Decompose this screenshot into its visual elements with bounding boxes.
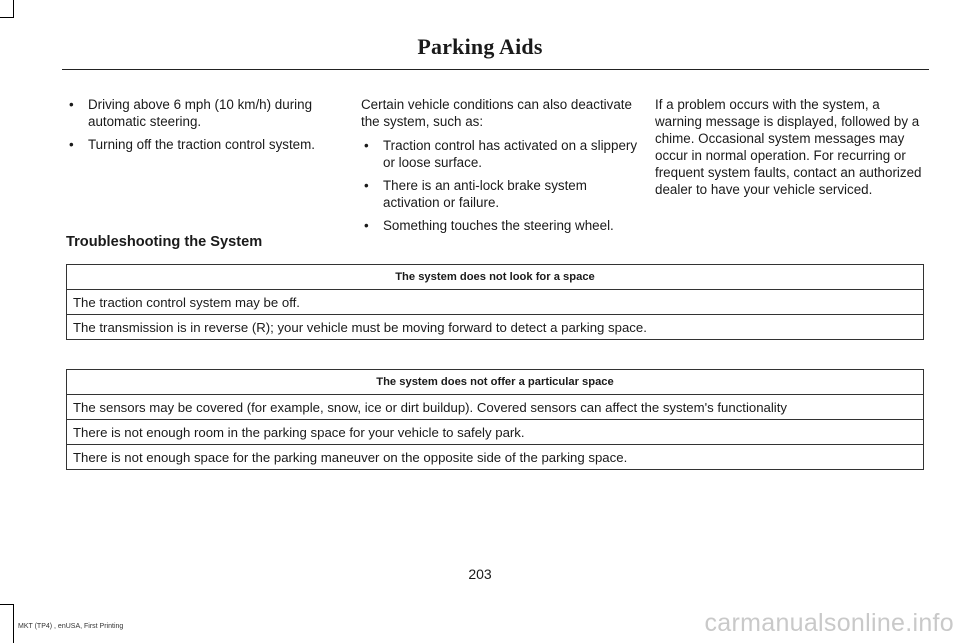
list-item: • Something touches the steering wheel. <box>361 217 639 234</box>
crop-mark-bottom-left-h <box>0 604 14 605</box>
table-header: The system does not offer a particular space <box>67 370 924 395</box>
header-rule <box>62 69 929 70</box>
table-cell: The traction control system may be off. <box>67 290 924 315</box>
list-item: • Driving above 6 mph (10 km/h) during automatic steering. <box>66 96 346 130</box>
table-row <box>67 315 924 340</box>
table-row <box>67 290 924 315</box>
table-cell: The transmission is in reverse (R); your vehicle must be moving forward to detect a parking space. <box>67 315 924 340</box>
table-cell: The sensors may be covered (for example, snow, ice or dirt buildup). Covered sensors can affect the system's functionality <box>67 395 924 420</box>
edition-footer: MKT (TP4) , enUSA, First Printing <box>18 623 124 630</box>
column-1 <box>66 96 346 159</box>
list-item: • Traction control has activated on a slippery or loose surface. <box>361 137 639 171</box>
column-2 <box>361 96 639 240</box>
bullet-list-2 <box>361 137 639 234</box>
page-number: 203 <box>468 566 492 582</box>
column-2-intro: Certain vehicle conditions can also deactivate the system, such as: <box>361 97 632 129</box>
page-title: Parking Aids <box>417 34 543 59</box>
list-item: • There is an anti-lock brake system activation or failure. <box>361 177 639 211</box>
table-row <box>67 395 924 420</box>
crop-mark-top-left-h <box>0 17 14 18</box>
table-header-row <box>67 370 924 395</box>
watermark-text: carmanualsonline.info <box>704 609 954 637</box>
table-row <box>67 445 924 470</box>
troubleshooting-table-1 <box>66 264 924 340</box>
table-row <box>67 420 924 445</box>
section-heading: Troubleshooting the System <box>66 234 263 250</box>
crop-mark-top-left-v <box>13 0 14 18</box>
table-header-row <box>67 265 924 290</box>
table-cell: There is not enough room in the parking space for your vehicle to safely park. <box>67 420 924 445</box>
column-3 <box>655 96 927 205</box>
table-cell: There is not enough space for the parking maneuver on the opposite side of the parking space. <box>67 445 924 470</box>
list-item: • Turning off the traction control system. <box>66 136 346 153</box>
crop-mark-bottom-left-v <box>13 604 14 643</box>
bullet-list-1 <box>66 96 346 153</box>
column-3-paragraph: If a problem occurs with the system, a warning message is displayed, followed by a chime. Occasional system messages may occur in normal operation. For recurring or frequent system faults, contact an authorized dealer to have your vehicle serviced. <box>655 97 922 197</box>
troubleshooting-table-2 <box>66 369 924 470</box>
table-header: The system does not look for a space <box>67 265 924 290</box>
